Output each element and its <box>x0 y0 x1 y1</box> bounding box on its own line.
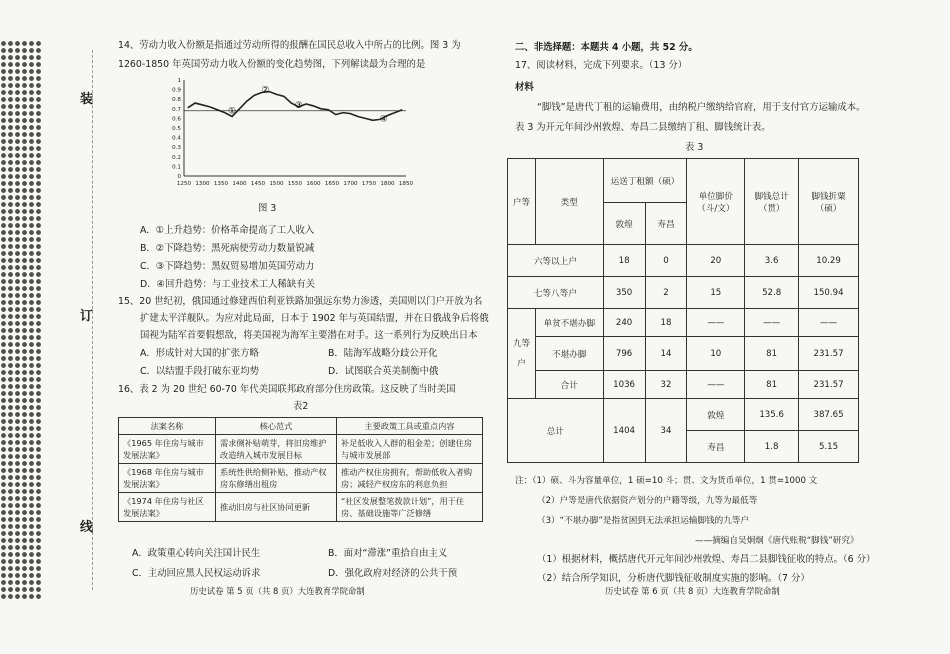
footer-page-6: 历史试卷 第 6 页（共 8 页）大连教育学院命制 <box>605 586 780 596</box>
q16-stem: 16、表 2 为 20 世纪 60-70 年代美国联邦政府部分住房政策。这反映了当时美国 <box>118 384 456 395</box>
table-cell: 七等八等户 <box>508 277 604 309</box>
table-cell: 合计 <box>535 371 603 399</box>
table-row <box>119 493 483 522</box>
q15-stem-line1: 15、20 世纪初，俄国通过修建西伯利亚铁路加强远东势力渗透，美国则以门户开放为名 <box>118 296 483 307</box>
table-row <box>508 399 859 431</box>
page-5 <box>118 38 489 579</box>
q15-stem-line3: 国视为陆军首要假想敌，将美国视为海军主要潜在对手。这一系列行为反映出日本 <box>140 330 478 341</box>
table-header: 主要政策工具或重点内容 <box>337 418 483 435</box>
table2-caption: 表2 <box>293 401 309 412</box>
table-cell: 需求侧补贴萌芽，将旧房维护改造纳入城市发展目标 <box>216 435 337 464</box>
table-cell: 81 <box>745 371 799 399</box>
table-cell: 350 <box>603 277 645 309</box>
header-danwei: 单位脚价（斗/文） <box>687 159 745 245</box>
table-cell: 敦煌 <box>687 399 745 431</box>
header-yunsong: 运送丁租额（硕） <box>603 159 687 203</box>
table-cell: 《1968 年住房与城市发展法案》 <box>119 464 216 493</box>
table-row <box>119 464 483 493</box>
table-cell: 20 <box>687 245 745 277</box>
table-cell: —— <box>687 309 745 337</box>
x-tick-label: 1750 <box>361 181 377 187</box>
x-tick-label: 1600 <box>306 181 321 187</box>
material-para-1: “脚钱”是唐代丁租的运输费用，由纳税户缴纳给官府，用于支付官方运输成本。 <box>537 102 866 113</box>
header-hudeng: 户等 <box>508 159 536 245</box>
figure-caption: 图 3 <box>258 203 277 214</box>
footer-page-5: 历史试卷 第 5 页（共 8 页）大连教育学院命制 <box>190 586 365 596</box>
header-zongji: 脚钱总计（贯） <box>745 159 799 245</box>
table-row <box>508 245 859 277</box>
labor-share-chart <box>162 76 412 196</box>
q16-option-c[interactable]: C．主动回应黑人民权运动诉求 <box>132 568 261 579</box>
table-row <box>508 277 859 309</box>
table-cell: 六等以上户 <box>508 245 604 277</box>
table-cell: 32 <box>645 371 687 399</box>
table-row <box>508 309 859 337</box>
y-tick-label: 0.8 <box>172 97 181 104</box>
jiu-label: 九等户 <box>508 309 536 399</box>
table-row <box>508 337 859 371</box>
table-cell: 补足低收入人群的租金差；创建住房与城市发展部 <box>337 435 483 464</box>
q15-option-c[interactable]: C．以结盟手段打破东亚均势 <box>140 366 260 377</box>
q14-option-d[interactable]: D．④回升趋势：与工业技术工人稀缺有关 <box>140 279 316 290</box>
table-cell: 18 <box>645 309 687 337</box>
table-cell: 2 <box>645 277 687 309</box>
table-header-row <box>119 418 483 435</box>
table-cell: 3.6 <box>745 245 799 277</box>
table-cell: 1.8 <box>745 431 799 463</box>
table-row <box>119 435 483 464</box>
total-label: 总计 <box>508 399 604 463</box>
table-cell: 0 <box>645 245 687 277</box>
header-dunhuang: 敦煌 <box>603 203 645 245</box>
q15-option-d[interactable]: D．试图联合英美制衡中俄 <box>328 366 439 377</box>
x-tick-label: 1650 <box>324 181 340 187</box>
q17-subquestion-2: （2）结合所学知识，分析唐代脚钱征收制度实施的影响。（7 分） <box>537 573 810 584</box>
table-cell: 10.29 <box>799 245 859 277</box>
table-3 <box>507 158 859 463</box>
table3-caption: 表 3 <box>685 142 704 153</box>
segment-annotation: ① <box>228 106 237 117</box>
binding-label-zhuang: 装 <box>80 92 94 107</box>
table-cell: 150.94 <box>799 277 859 309</box>
table-cell: —— <box>687 371 745 399</box>
header-shouchang: 寿昌 <box>645 203 687 245</box>
material-source: ——摘编自吴炯炯《唐代账税“脚钱”研究》 <box>695 536 859 546</box>
q14-stem-line1: 14、劳动力收入份额是指通过劳动所得的报酬在国民总收入中所占的比例。图 3 为 <box>118 40 461 51</box>
table-cell: 1404 <box>603 399 645 463</box>
section-header: 二、非选择题：本题共 4 小题，共 52 分。 <box>515 42 698 53</box>
table-cell: “社区发展整笔拨款计划”，用于住房、基础设施等广泛修缮 <box>337 493 483 522</box>
q15-option-b[interactable]: B．陆海军战略分歧公开化 <box>328 348 438 359</box>
material-para-2: 表 3 为开元年间沙州敦煌、寿昌二县缴纳丁租、脚钱统计表。 <box>515 122 771 133</box>
note-2: （2）户等是唐代依据资产划分的户籍等级，九等为最低等 <box>537 496 758 506</box>
q17-subquestion-1: （1）根据材料，概括唐代开元年间沙州敦煌、寿昌二县脚钱征收的特点。（6 分） <box>537 554 876 565</box>
segment-annotation: ④ <box>379 114 388 125</box>
q14-option-c[interactable]: C．③下降趋势：黑奴贸易增加英国劳动力 <box>140 261 315 272</box>
table-cell: 单贫不堪办脚 <box>535 309 603 337</box>
segment-annotation: ② <box>261 85 270 96</box>
table-cell: 《1965 年住房与城市发展法案》 <box>119 435 216 464</box>
table-cell: 寿昌 <box>687 431 745 463</box>
binding-strip <box>0 40 42 600</box>
x-tick-label: 1700 <box>343 181 358 187</box>
q17-stem: 17、阅读材料，完成下列要求。（13 分） <box>515 60 688 71</box>
table-cell: 14 <box>645 337 687 371</box>
y-tick-label: 0.5 <box>172 126 181 132</box>
y-tick-label: 0.9 <box>172 87 181 94</box>
header-zheshu: 脚钱折粟（硕） <box>799 159 859 245</box>
q14-option-a[interactable]: A．①上升趋势：价格革命提高了工人收入 <box>140 225 315 236</box>
table-cell: 1036 <box>603 371 645 399</box>
q16-option-a[interactable]: A．政策重心转向关注国计民生 <box>132 548 261 559</box>
x-tick-label: 1400 <box>232 181 247 187</box>
y-tick-label: 0.6 <box>172 116 181 123</box>
table-cell: 系统性供给侧补贴，推动产权房东修缮出租房 <box>216 464 337 493</box>
q16-option-d[interactable]: D．强化政府对经济的公共干预 <box>328 568 458 579</box>
x-tick-label: 1450 <box>250 181 266 187</box>
table-2 <box>118 417 483 522</box>
y-tick-label: 0.1 <box>172 164 181 171</box>
table-cell: 231.57 <box>799 371 859 399</box>
q16-option-b[interactable]: B．面对“滞涨”重拾自由主义 <box>328 548 448 559</box>
table-cell: 387.65 <box>799 399 859 431</box>
x-tick-label: 1250 <box>176 181 192 187</box>
y-tick-label: 0 <box>177 174 181 180</box>
binding-label-ding: 订 <box>80 309 94 324</box>
material-label: 材料 <box>515 82 534 93</box>
x-tick-label: 1500 <box>269 181 284 187</box>
y-tick-label: 0.3 <box>172 145 181 152</box>
header-leixing: 类型 <box>535 159 603 245</box>
x-tick-label: 1300 <box>195 181 210 187</box>
y-tick-label: 0.4 <box>172 135 181 142</box>
table-header: 法案名称 <box>119 418 216 435</box>
table-cell: 推动产权住房拥有，帮助低收入者购房；减轻产权房东的利息负担 <box>337 464 483 493</box>
x-tick-label: 1850 <box>398 181 414 187</box>
table-cell: 34 <box>645 399 687 463</box>
x-tick-label: 1350 <box>213 181 229 187</box>
table-cell: 18 <box>603 245 645 277</box>
table-cell: 10 <box>687 337 745 371</box>
table-cell: 推动旧房与社区协同更新 <box>216 493 337 522</box>
table-cell: —— <box>745 309 799 337</box>
table-cell: 81 <box>745 337 799 371</box>
note-3: （3）“不堪办脚”是指贫困到无法承担运输脚钱的九等户 <box>537 516 750 526</box>
q15-stem-line2: 扩建太平洋舰队。为应对此局面，日本于 1902 年与英国结盟，并在日俄战争后将俄 <box>140 313 489 324</box>
table-cell: 15 <box>687 277 745 309</box>
q15-option-a[interactable]: A．形成针对大国的扩张方略 <box>140 348 259 359</box>
table-cell: 52.8 <box>745 277 799 309</box>
y-tick-label: 0.2 <box>172 154 181 161</box>
table-cell: 《1974 年住房与社区发展法案》 <box>119 493 216 522</box>
table-cell: 135.6 <box>745 399 799 431</box>
note-1: 注：（1）硕、斗为容量单位，1 硕=10 斗；贯、文为货币单位，1 贯=1000 文 <box>515 476 818 486</box>
table-row <box>508 371 859 399</box>
binding-label-xian: 线 <box>80 520 94 535</box>
q14-option-b[interactable]: B．②下降趋势：黑死病使劳动力数量锐减 <box>140 243 315 254</box>
table-cell: —— <box>799 309 859 337</box>
q14-stem-line2: 1260-1850 年英国劳动力收入份额的变化趋势图，下列解读最为合理的是 <box>118 59 426 70</box>
table-cell: 不堪办脚 <box>535 337 603 371</box>
y-tick-label: 0.7 <box>172 106 181 113</box>
table-cell: 796 <box>603 337 645 371</box>
table-cell: 240 <box>603 309 645 337</box>
segment-annotation: ③ <box>294 100 303 111</box>
x-tick-label: 1550 <box>287 181 303 187</box>
y-tick-label: 1 <box>177 78 181 84</box>
table-cell: 5.15 <box>799 431 859 463</box>
table-cell: 231.57 <box>799 337 859 371</box>
table-header: 核心范式 <box>216 418 337 435</box>
x-tick-label: 1800 <box>380 181 395 187</box>
